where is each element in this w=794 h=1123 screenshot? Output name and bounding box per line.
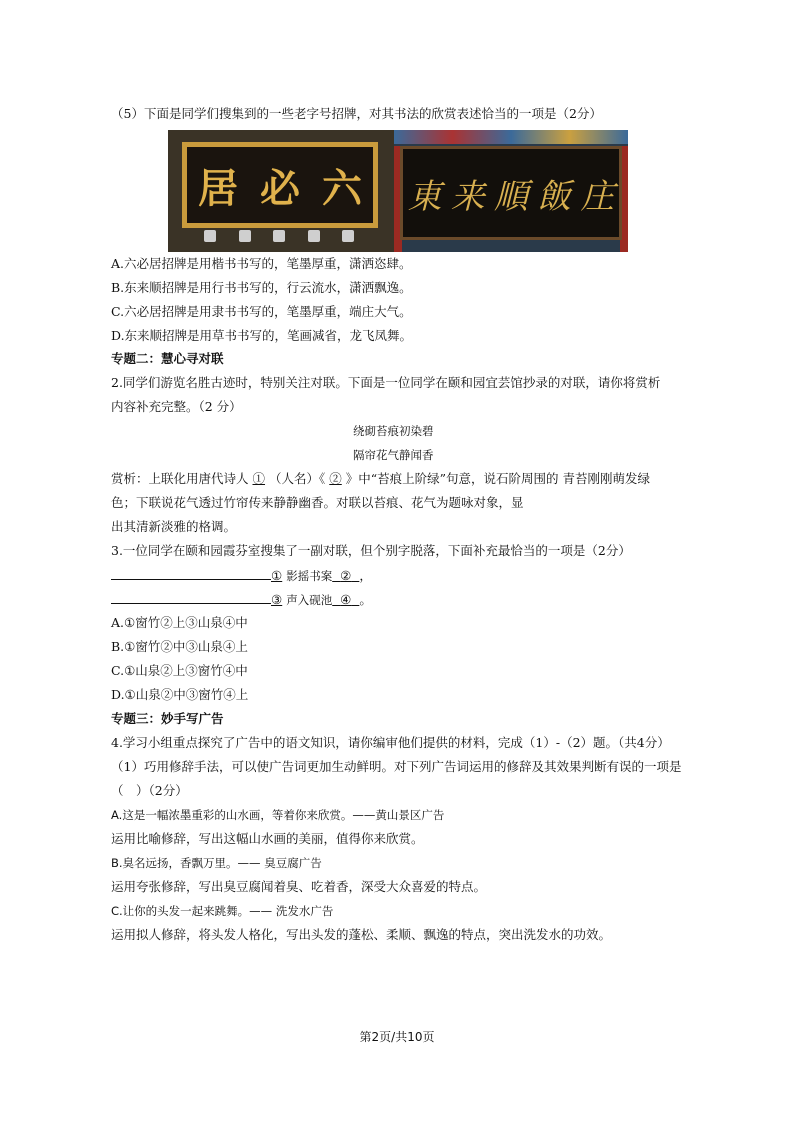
- liubiju-board: [182, 142, 378, 228]
- appreciation-text: 赏析：上联化用唐代诗人: [111, 471, 249, 486]
- q5-option-d: D.东来顺招牌是用草书书写的，笔画减省，龙飞凤舞。: [111, 328, 413, 343]
- q4-1-stem-line2: （ ）（2分）: [111, 783, 188, 798]
- punct: 。: [359, 592, 372, 607]
- q3-option-c: C.①山泉②上③窗竹④中: [111, 663, 248, 678]
- appreciation-text: （人名）《: [269, 471, 326, 486]
- q4-option-c-ad: C.让你的头发一起来跳舞。—— 洗发水广告: [111, 904, 334, 918]
- blank-mark-4: ④: [340, 592, 352, 607]
- blank-mark-1: ①: [271, 568, 283, 583]
- fill-blank-line[interactable]: [111, 567, 271, 580]
- q4-option-a-explanation: 运用比喻修辞，写出这幅山水画的美丽，值得你来欣赏。: [111, 831, 424, 846]
- sign-char: 必: [260, 164, 300, 212]
- q2-stem-line1: 2.同学们游览名胜古迹时，特别关注对联。下面是一位同学在颐和园宜芸馆抄录的对联，请你将赏析: [111, 375, 661, 390]
- couplet-fragment: 声入砚池: [286, 593, 333, 607]
- q3-couplet-line2: [111, 591, 372, 608]
- couplet-fragment: 影摇书案: [286, 569, 333, 583]
- couplet-upper: 绕砌苔痕初染碧: [353, 424, 434, 438]
- sign-char: 六: [322, 164, 362, 212]
- q4-option-b-ad: B.臭名远扬，香飘万里。—— 臭豆腐广告: [111, 856, 322, 870]
- q5-option-b: B.东来顺招牌是用行书书写的，行云流水，潇洒飘逸。: [111, 280, 412, 295]
- appreciation-line1: [111, 471, 650, 487]
- q4-stem: 4.学习小组重点探究了广告中的语文知识，请你编审他们提供的材料，完成（1）-（2）题。（共4分）: [111, 735, 670, 750]
- sign-char: 来: [450, 176, 485, 217]
- blank-2[interactable]: ②: [329, 471, 342, 486]
- sign-char: 庄: [580, 176, 615, 217]
- fill-blank-line[interactable]: [111, 591, 271, 604]
- blank-mark-2: ②: [340, 568, 352, 583]
- liubiju-sign-photo: [168, 130, 394, 252]
- board-studs: [204, 230, 354, 242]
- q3-option-b: B.①窗竹②中③山泉④上: [111, 639, 248, 654]
- page-number: 第2页/共10页: [359, 1030, 435, 1044]
- q4-1-stem-line1: （1）巧用修辞手法，可以使广告词更加生动鲜明。对下列广告词运用的修辞及其效果判断有误的一项是: [111, 759, 682, 774]
- sign-char: 居: [198, 164, 238, 212]
- couplet-lower: 隔帘花气静闻香: [353, 448, 434, 462]
- blank-mark-3: ③: [271, 592, 283, 607]
- sign-char: 飯: [537, 176, 572, 217]
- donglaishun-board: [400, 146, 622, 240]
- q2-stem-line2: 内容补充完整。（2 分）: [111, 399, 242, 414]
- blank-1[interactable]: ①: [252, 471, 266, 486]
- donglaishun-sign-photo: [394, 130, 628, 252]
- appreciation-line2: 色；下联说花气透过竹帘传来静静幽香。对联以苔痕、花气为题咏对象，显: [111, 495, 524, 510]
- topic3-title: 专题三：妙手写广告: [111, 711, 224, 726]
- punct: ，: [359, 568, 372, 583]
- sign-char: 東: [407, 176, 442, 217]
- signboard-photos: [168, 130, 628, 252]
- q3-couplet-line1: [111, 567, 372, 584]
- painted-eave: [394, 130, 628, 144]
- q3-option-a: A.①窗竹②上③山泉④中: [111, 615, 248, 630]
- q5-stem: （5）下面是同学们搜集到的一些老字号招牌，对其书法的欣赏表述恰当的一项是（2分）: [111, 106, 602, 121]
- q4-option-c-explanation: 运用拟人修辞，将头发人格化，写出头发的蓬松、柔顺、飘逸的特点，突出洗发水的功效。: [111, 927, 612, 942]
- q4-option-a-ad: A.这是一幅浓墨重彩的山水画，等着你来欣赏。——黄山景区广告: [111, 808, 445, 822]
- appreciation-text: 》中“苔痕上阶绿”句意，说石阶周围的 青苔刚刚萌发绿: [345, 471, 651, 486]
- sign-char: 順: [493, 176, 528, 217]
- q3-option-d: D.①山泉②中③窗竹④上: [111, 687, 249, 702]
- appreciation-line3: 出其清新淡雅的格调。: [111, 519, 237, 534]
- q5-option-c: C.六必居招牌是用隶书书写的，笔墨厚重，端庄大气。: [111, 304, 412, 319]
- q5-option-a: A.六必居招牌是用楷书书写的，笔墨厚重，潇洒恣肆。: [111, 256, 412, 271]
- q4-option-b-explanation: 运用夸张修辞，写出臭豆腐闻着臭、吃着香，深受大众喜爱的特点。: [111, 879, 487, 894]
- q3-stem: 3.一位同学在颐和园霞芬室搜集了一副对联，但个别字脱落，下面补充最恰当的一项是（2分）: [111, 543, 631, 558]
- topic2-title: 专题二：慧心寻对联: [111, 351, 224, 366]
